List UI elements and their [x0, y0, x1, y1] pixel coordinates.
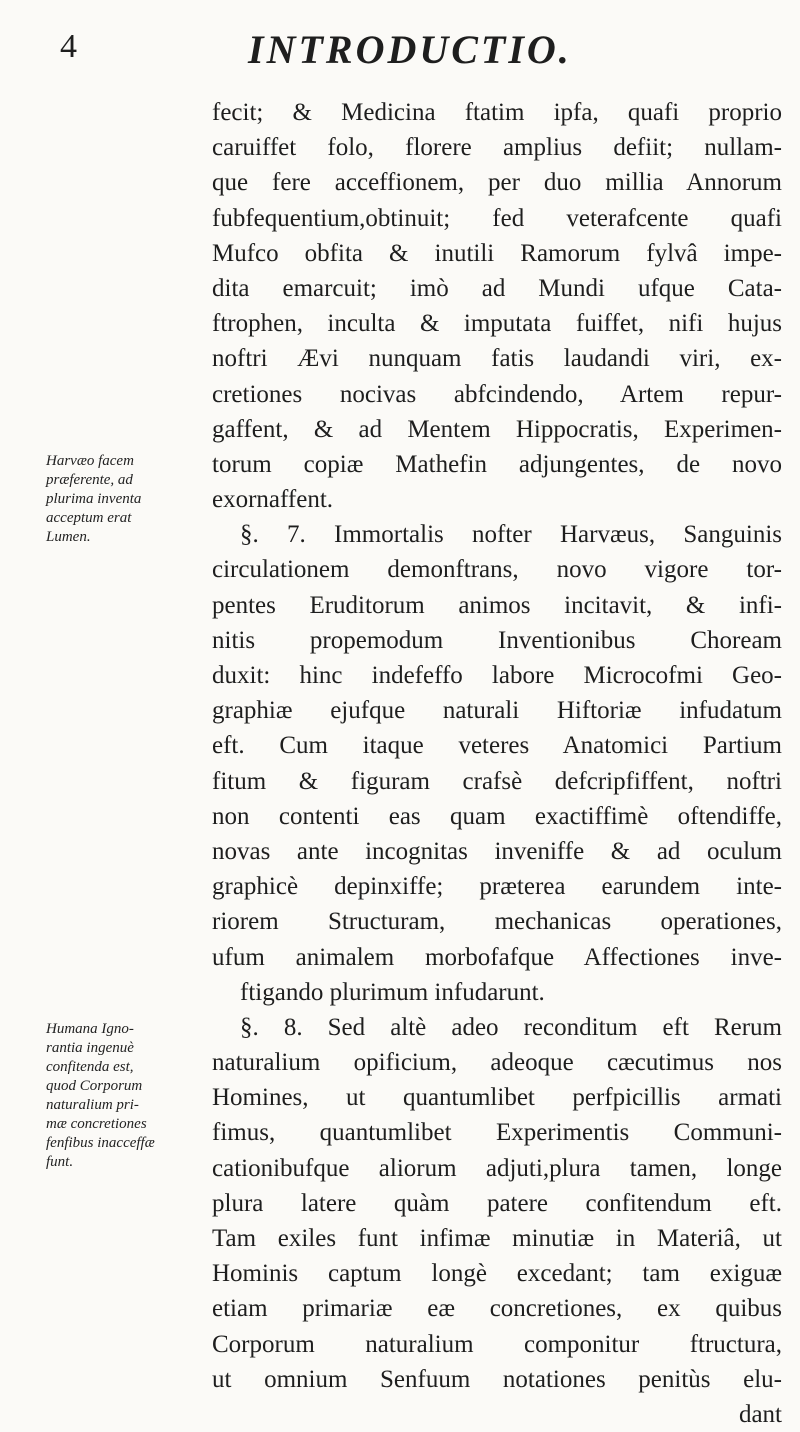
margin-note-ignorance — [46, 1020, 196, 1172]
text-line: riorem Structuram, mechanicas operationes, — [212, 908, 782, 936]
margin-note-line: mæ concretiones — [46, 1116, 147, 1132]
text-line: graphiæ ejufque naturali Hiftoriæ infudatum — [212, 697, 782, 725]
text-line: Tam exiles funt infimæ minutiæ in Materiâ, ut — [212, 1225, 782, 1252]
text-line: graphicè depinxiffe; præterea earundem inte- — [212, 873, 782, 901]
margin-note-line: naturalium pri- — [46, 1097, 139, 1113]
text-line: Hominis captum longè excedant; tam exiguæ — [212, 1260, 782, 1288]
text-line: eft. Cum itaque veteres Anatomici Partium — [212, 732, 782, 760]
margin-note-line: rantia ingenuè — [46, 1040, 134, 1056]
text-line: non contenti eas quam exactiffimè oftendiffe, — [212, 802, 782, 830]
margin-note-line: confitenda est, — [46, 1059, 134, 1075]
margin-note-line: præferente, ad — [46, 472, 133, 488]
text-line: gaffent, & ad Mentem Hippocratis, Experimen- — [212, 415, 782, 443]
text-line: cretiones nocivas abfcindendo, Artem repur- — [212, 380, 782, 408]
text-line: noftri Ævi nunquam fatis laudandi viri, ex- — [212, 345, 782, 373]
text-line: cationibufque aliorum adjuti,plura tamen, longe — [212, 1154, 782, 1182]
margin-note-line: Humana Igno- — [46, 1021, 134, 1037]
text-line: que fere acceffionem, per duo millia Annorum — [212, 169, 782, 197]
running-head: INTRODUCTIO. — [248, 27, 572, 72]
text-line: naturalium opificium, adeoque cæcutimus nos — [212, 1049, 782, 1077]
text-line: etiam primariæ eæ concretiones, ex quibus — [212, 1295, 782, 1323]
text-line: ftigando plurimum infudarunt. — [240, 978, 545, 1006]
section-8-heading-line: §. 8. Sed altè adeo reconditum eft Rerum — [240, 1013, 782, 1041]
text-line: nitis propemodum Inventionibus Choream — [212, 626, 782, 654]
text-line: dita emarcuit; imò ad Mundi ufque Cata- — [212, 274, 782, 302]
text-line: caruiffet folo, florere amplius defiit; nullam- — [212, 134, 782, 162]
body-text — [212, 95, 782, 1432]
margin-note-line: fenfibus inacceffæ — [46, 1135, 155, 1151]
catchword: dant — [738, 1400, 782, 1428]
text-line: exornaffent. — [212, 486, 334, 514]
text-line: novas ante incognitas inveniffe & ad oculum — [212, 837, 782, 865]
text-line: fimus, quantumlibet Experimentis Communi- — [212, 1119, 782, 1147]
text-line: ftrophen, inculta & imputata fuiffet, nifi hujus — [212, 310, 782, 338]
text-line: pentes Eruditorum animos incitavit, & infi- — [212, 591, 782, 619]
text-line: Mufco obfita & inutili Ramorum fylvâ impe- — [212, 239, 782, 267]
text-line: fecit; & Medicina ftatim ipfa, quafi proprio — [212, 99, 782, 126]
margin-note-line: acceptum erat — [46, 510, 132, 526]
margin-note-harvey — [46, 452, 196, 547]
text-line: ufum animalem morbofafque Affectiones inve- — [212, 943, 782, 971]
margin-note-line: quod Corporum — [46, 1078, 143, 1094]
margin-note-line: funt. — [46, 1154, 74, 1170]
text-line: ut omnium Senfuum notationes penitùs elu- — [212, 1365, 782, 1393]
text-line: torum copiæ Mathefin adjungentes, de novo — [212, 450, 782, 478]
margin-note-line: Lumen. — [46, 529, 91, 545]
margin-note-line: plurima inventa — [46, 491, 142, 507]
text-line: Homines, ut quantumlibet perfpicillis armati — [212, 1084, 782, 1112]
section-7-heading-line: §. 7. Immortalis nofter Harvæus, Sanguinis — [240, 521, 782, 549]
text-line: fubfequentium,obtinuit; fed veterafcente quafi — [212, 204, 782, 232]
text-line: plura latere quàm patere confitendum eft. — [212, 1189, 782, 1217]
text-line: circulationem demonftrans, novo vigore tor- — [212, 556, 782, 584]
page-number: 4 — [60, 28, 77, 65]
text-line: duxit: hinc indefeffo labore Microcofmi Geo- — [212, 662, 782, 689]
text-line: fitum & figuram crafsè defcripfiffent, noftri — [212, 767, 782, 795]
text-line: Corporum naturalium componitur ftructura, — [212, 1330, 782, 1358]
margin-note-line: Harvæo facem — [46, 453, 134, 469]
